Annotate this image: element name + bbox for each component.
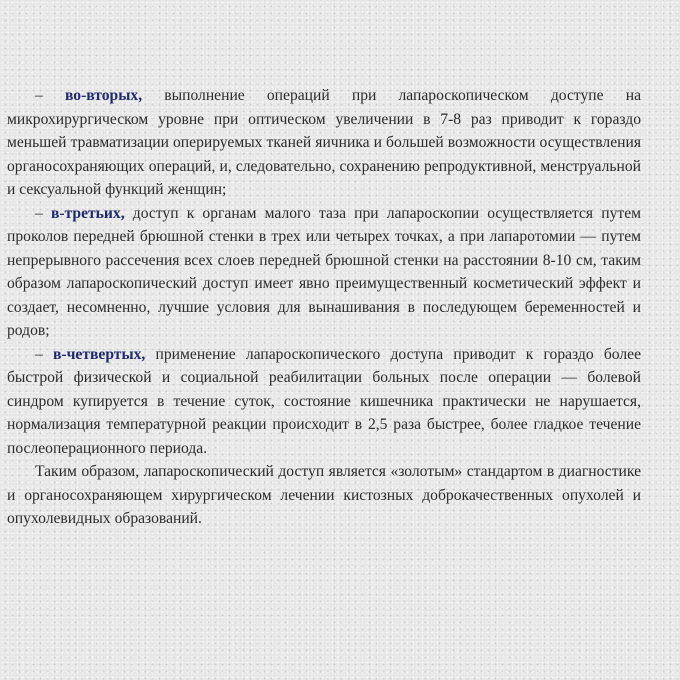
keyword-vo-vtoryh: во-вторых, bbox=[64, 87, 143, 104]
slide-body-text bbox=[7, 84, 641, 531]
paragraph-second-point bbox=[7, 84, 641, 202]
dash-marker: – bbox=[35, 204, 51, 222]
paragraph-conclusion bbox=[7, 460, 641, 531]
paragraph-text: доступ к органам малого таза при лапароскопии осуществляется путем проколов передней брюшной стенки в трех или четырех точках, а при лапаротомии — путем непрерывного рассечения всех слоев передней брюшной стенки на расстоянии 8-10 см, таким образом лапароскопический доступ имеет явно преимущественный косметический эффект и создает, несомненно, лучшие условия для вынашивания в последующем беременностей и родов; bbox=[7, 204, 641, 339]
paragraph-text: применение лапароскопического доступа приводит к гораздо более быстрой физической и социальной реабилитации больных после операции — болевой синдром купируется в течение суток, состояние кишечника практически не нарушается, нормализация температурной реакции происходит в 2,5 раза быстрее, более гладкое течение послеоперационного периода. bbox=[7, 345, 642, 457]
keyword-v-chetvertyh: в-четвертых, bbox=[53, 345, 146, 363]
keyword-v-tretih: в-третьих, bbox=[50, 204, 125, 222]
paragraph-text: выполнение операций при лапароскопическом доступе на микрохирургическом уровне при оптическом увеличении в 7-8 раз приводит к гораздо меньшей травматизации оперируемых тканей яичника и большей возможности осуществления органосохраняющих операций, и, следовательно, сохранению репродуктивной, менструальной и сексуальной функций женщин; bbox=[7, 87, 641, 198]
paragraph-third-point bbox=[7, 202, 641, 343]
dash-marker: – bbox=[35, 345, 53, 363]
dash-marker: – bbox=[35, 87, 65, 104]
paragraph-fourth-point bbox=[7, 343, 641, 461]
paragraph-text: Таким образом, лапароскопический доступ является «золотым» стандартом в диагностике и органосохраняющем хирургическом лечении кистозных доброкачественных опухолей и опухолевидных образований. bbox=[7, 463, 641, 527]
